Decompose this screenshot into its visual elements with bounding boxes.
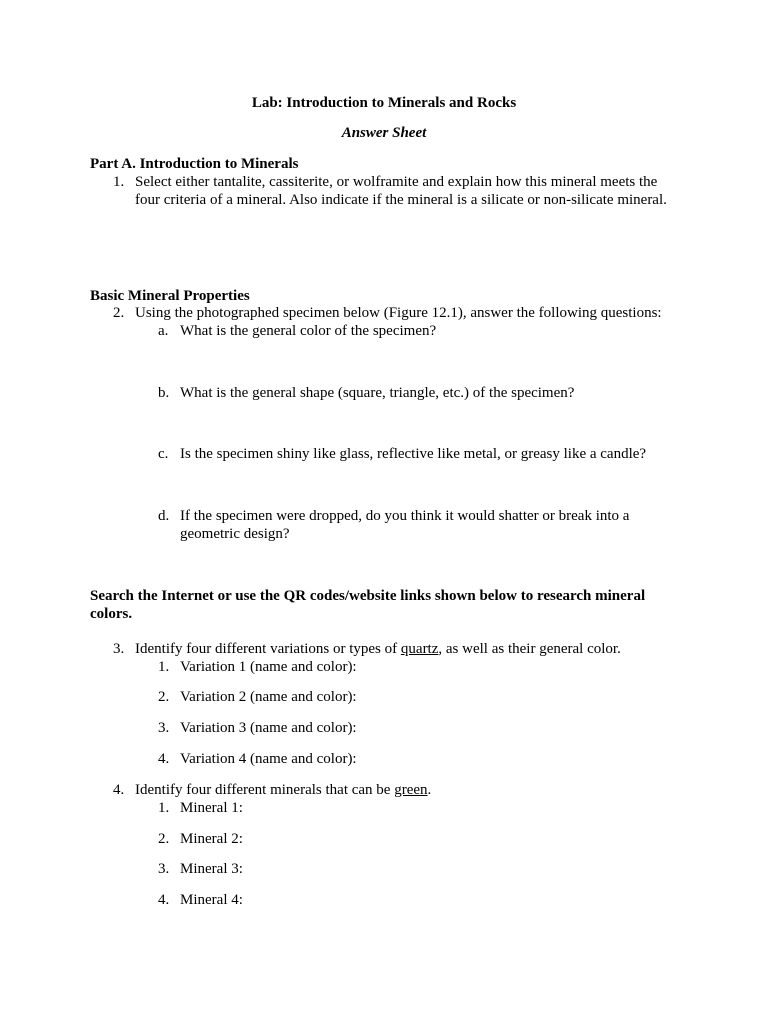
question-2b-text: What is the general shape (square, triangle, etc.) of the specimen? [180, 385, 575, 401]
question-2b-marker: b. [158, 385, 170, 401]
basic-properties-heading: Basic Mineral Properties [90, 288, 250, 304]
variation-1-text: Variation 1 (name and color): [180, 659, 357, 675]
question-4-text [135, 781, 431, 799]
variation-2-number: 2. [158, 689, 170, 705]
mineral-3-text: Mineral 3: [180, 861, 243, 877]
question-2d-text-line2: geometric design? [180, 526, 290, 542]
question-4-text-post: . [427, 782, 432, 798]
question-3-text-post: , as well as their general color. [438, 641, 621, 657]
mineral-2-text: Mineral 2: [180, 831, 243, 847]
question-3-text-pre: Identify four different variations or types of [135, 641, 401, 657]
page-subtitle: Answer Sheet [341, 125, 427, 141]
question-3-number: 3. [113, 641, 125, 657]
mineral-1-text: Mineral 1: [180, 800, 243, 816]
question-1-number: 1. [113, 174, 125, 190]
mineral-1-number: 1. [158, 800, 170, 816]
question-2-number: 2. [113, 305, 125, 321]
search-instruction-line1: Search the Internet or use the QR codes/website links shown below to research mineral [90, 588, 646, 604]
green-link[interactable]: green [394, 782, 428, 798]
question-2c-text: Is the specimen shiny like glass, reflective like metal, or greasy like a candle? [180, 446, 647, 462]
part-a-heading: Part A. Introduction to Minerals [90, 156, 299, 172]
variation-4-text: Variation 4 (name and color): [180, 751, 357, 767]
variation-2-text: Variation 2 (name and color): [180, 689, 357, 705]
search-instruction-line2: colors. [90, 606, 133, 622]
question-2-text: Using the photographed specimen below (Figure 12.1), answer the following questions: [135, 305, 662, 321]
variation-4-number: 4. [158, 751, 170, 767]
question-1-text-line1: Select either tantalite, cassiterite, or wolframite and explain how this mineral meets the [135, 174, 658, 190]
variation-3-text: Variation 3 (name and color): [180, 720, 357, 736]
question-2d-text-line1: If the specimen were dropped, do you think it would shatter or break into a [180, 508, 630, 524]
question-2a-marker: a. [158, 323, 169, 339]
variation-3-number: 3. [158, 720, 170, 736]
mineral-4-text: Mineral 4: [180, 892, 243, 908]
question-4-number: 4. [113, 782, 125, 798]
question-1-text-line2: four criteria of a mineral. Also indicate if the mineral is a silicate or non-silicate mineral. [135, 192, 667, 208]
page-title: Lab: Introduction to Minerals and Rocks [251, 95, 517, 111]
question-2c-marker: c. [158, 446, 169, 462]
question-3-text [135, 640, 621, 658]
question-2a-text: What is the general color of the specimen? [180, 323, 437, 339]
question-4-text-pre: Identify four different minerals that can be [135, 782, 395, 798]
question-2d-marker: d. [158, 508, 170, 524]
quartz-link[interactable]: quartz [400, 641, 439, 657]
variation-1-number: 1. [158, 659, 170, 675]
mineral-2-number: 2. [158, 831, 170, 847]
mineral-3-number: 3. [158, 861, 170, 877]
mineral-4-number: 4. [158, 892, 170, 908]
